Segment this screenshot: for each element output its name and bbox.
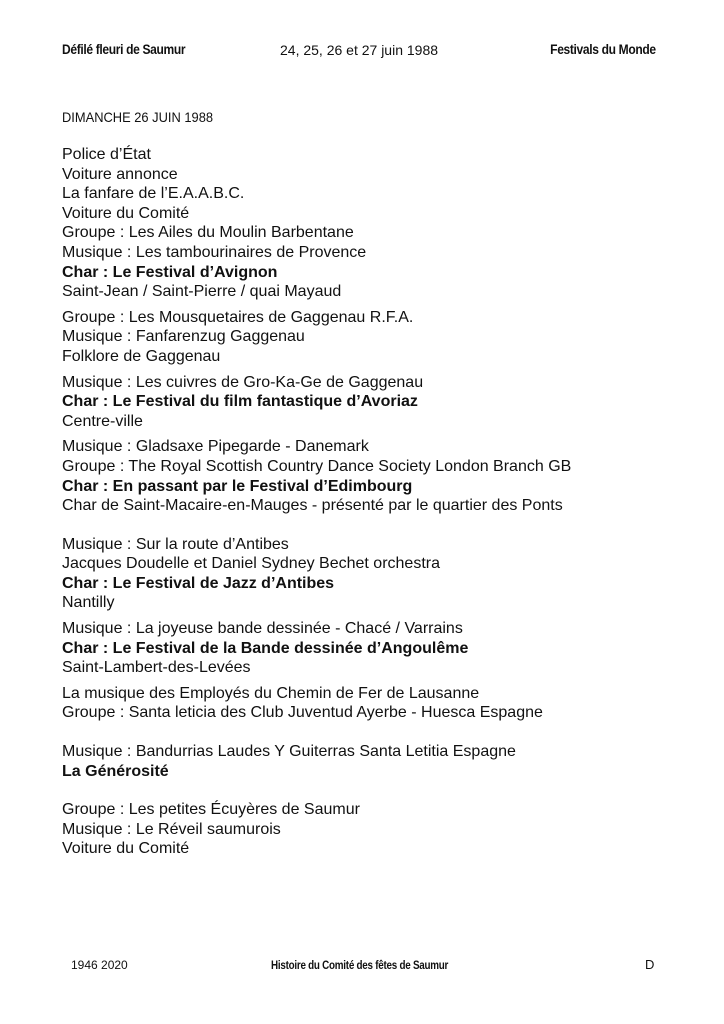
program-line: Musique : Fanfarenzug Gaggenau [62, 328, 305, 346]
float-title: Char : Le Festival de la Bande dessinée d’Angoulême [62, 639, 469, 657]
program-block [62, 742, 682, 781]
program-line: Musique : Sur la route d’Antibes [62, 535, 289, 553]
program-line: Musique : Le Réveil saumurois [62, 820, 281, 838]
program-block [62, 437, 682, 515]
program-block [62, 145, 682, 302]
header-dates: 24, 25, 26 et 27 juin 1988 [280, 42, 439, 58]
footer-title: Histoire du Comité des fêtes de Saumur [271, 958, 449, 972]
day-heading: DIMANCHE 26 JUIN 1988 [62, 109, 214, 125]
program-line: Nantilly [62, 594, 115, 612]
float-title: Char : Le Festival du film fantastique d’Avoriaz [62, 393, 418, 411]
program-line: Musique : Les cuivres de Gro-Ka-Ge de Gaggenau [62, 373, 424, 391]
program-block [62, 373, 682, 432]
float-title: Char : En passant par le Festival d’Edimbourg [62, 477, 413, 495]
program-line: Centre-ville [62, 412, 143, 430]
program-line: Musique : Bandurrias Laudes Y Guiterras Santa Letitia Espagne [62, 743, 516, 761]
program-line: Police d’État [62, 146, 151, 163]
float-title: Char : Le Festival de Jazz d’Antibes [62, 574, 335, 592]
parade-program [62, 145, 682, 859]
float-title: La Générosité [62, 762, 169, 780]
header-left-title: Défilé fleuri de Saumur [62, 41, 186, 57]
program-line: Groupe : Les petites Écuyères de Saumur [62, 801, 360, 819]
program-line: La fanfare de l’E.A.A.B.C. [62, 185, 245, 203]
program-line: La musique des Employés du Chemin de Fer de Lausanne [62, 684, 480, 702]
program-line: Musique : Gladsaxe Pipegarde - Danemark [62, 438, 369, 456]
program-line: Folklore de Gaggenau [62, 347, 221, 365]
program-line: Jacques Doudelle et Daniel Sydney Bechet orchestra [62, 555, 440, 573]
program-block [62, 684, 682, 723]
program-block [62, 800, 682, 859]
program-line: Groupe : Santa leticia des Club Juventud Ayerbe - Huesca Espagne [62, 704, 543, 722]
program-line: Char de Saint-Macaire-en-Mauges - présenté par le quartier des Ponts [62, 497, 563, 515]
program-line: Saint-Lambert-des-Levées [62, 659, 251, 677]
program-line: Musique : Les tambourinaires de Provence [62, 243, 367, 261]
float-title: Char : Le Festival d’Avignon [62, 263, 278, 281]
program-block [62, 308, 682, 367]
header-right-title: Festivals du Monde [550, 41, 656, 57]
program-line: Voiture annonce [62, 165, 178, 183]
program-line: Saint-Jean / Saint-Pierre / quai Mayaud [62, 283, 342, 301]
program-block [62, 619, 682, 678]
program-line: Musique : La joyeuse bande dessinée - Chacé / Varrains [62, 620, 463, 638]
footer-years: 1946 2020 [71, 958, 128, 972]
program-line: Groupe : The Royal Scottish Country Dance Society London Branch GB [62, 457, 572, 475]
program-line: Voiture du Comité [62, 840, 190, 858]
program-block [62, 535, 682, 613]
program-line: Voiture du Comité [62, 204, 190, 222]
program-line: Groupe : Les Mousquetaires de Gaggenau R.F.A. [62, 308, 414, 326]
program-line: Groupe : Les Ailes du Moulin Barbentane [62, 224, 354, 242]
footer-page-letter: D [645, 957, 655, 972]
